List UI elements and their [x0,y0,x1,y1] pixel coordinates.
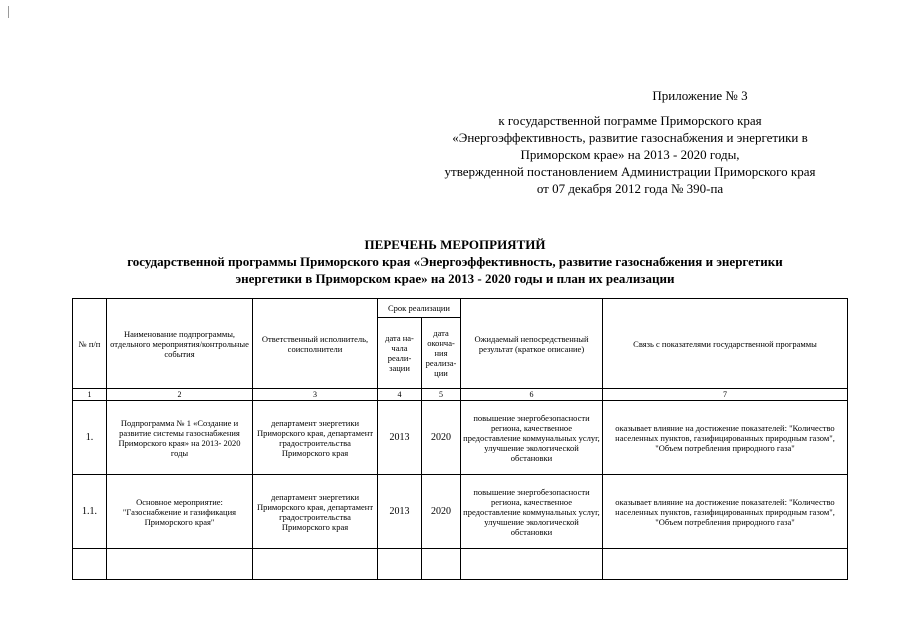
column-number: 3 [253,389,378,401]
events-table [72,298,848,580]
column-number: 2 [107,389,253,401]
document-heading [90,236,820,287]
heading-subtitle: государственной программы Приморского края «Энергоэффективность, развитие газоснабжения и энергетики [127,254,783,269]
row-executor: департамент энергетики Приморского края, департамент градостроительства Приморского края [253,475,378,549]
row-start-year: 2013 [378,401,422,475]
empty-cell [73,549,107,580]
row-num: 1. [73,401,107,475]
row-end-year: 2020 [422,401,461,475]
empty-cell [107,549,253,580]
row-name: Подпрограмма № 1 «Создание и развитие системы газоснабжения Приморского края» на 2013- 2020 годы [107,401,253,475]
empty-cell [603,549,848,580]
column-number: 7 [603,389,848,401]
appendix-line: к государственной пограмме Приморского края [498,113,762,128]
row-start-year: 2013 [378,475,422,549]
appendix-line: Приморском крае» на 2013 - 2020 годы, [520,147,740,162]
empty-row [73,549,848,580]
table-row [73,401,848,475]
appendix-line: утвержденной постановлением Администрации Приморского края [444,164,816,179]
empty-cell [461,549,603,580]
column-number: 6 [461,389,603,401]
heading-subtitle: энергетики в Приморском крае» на 2013 - 2020 годы и план их реализации [235,271,675,286]
header-result: Ожидаемый непосредственный результат (краткое описание) [461,299,603,389]
header-name: Наименование подпрограммы, отдельного мероприятия/контрольные события [107,299,253,389]
row-end-year: 2020 [422,475,461,549]
table-row [73,475,848,549]
appendix-line: от 07 декабря 2012 года № 390-па [536,181,724,196]
empty-cell [378,549,422,580]
appendix-block [420,87,840,197]
row-link: оказывает влияние на достижение показателей: "Количество населенных пунктов, газифицированных природным газом", "Объем потребления природного газа" [603,401,848,475]
heading-title: ПЕРЕЧЕНЬ МЕРОПРИЯТИЙ [364,237,546,252]
row-result: повышение энергобезопасности региона, качественное предоставление коммунальных услуг, улучшение экологической обстановки [461,475,603,549]
column-number: 1 [73,389,107,401]
header-row [73,299,848,318]
appendix-line: «Энергоэффективность, развитие газоснабжения и энергетики в [452,130,808,145]
row-num: 1.1. [73,475,107,549]
row-name: Основное мероприятие: "Газоснабжение и газификация Приморского края" [107,475,253,549]
header-start-date: дата на-чала реали-зации [378,318,422,389]
row-result: повышение энергобезопасности региона, качественное предоставление коммунальных услуг, улучшение экологической обстановки [461,401,603,475]
row-link: оказывает влияние на достижение показателей: "Количество населенных пунктов, газифицированных природным газом", "Объем потребления природного газа" [603,475,848,549]
header-num: № п/п [73,299,107,389]
header-link: Связь с показателями государственной программы [603,299,848,389]
column-number: 5 [422,389,461,401]
row-executor: департамент энергетики Приморского края, департамент градостроительства Приморского края [253,401,378,475]
header-executor: Ответственный исполнитель, соисполнители [253,299,378,389]
appendix-title: Приложение № 3 [652,88,748,103]
column-number-row [73,389,848,401]
header-deadline: Срок реализации [378,299,461,318]
empty-cell [422,549,461,580]
scan-mark [8,6,9,18]
header-end-date: дата оконча-ния реализа-ции [422,318,461,389]
column-number: 4 [378,389,422,401]
empty-cell [253,549,378,580]
